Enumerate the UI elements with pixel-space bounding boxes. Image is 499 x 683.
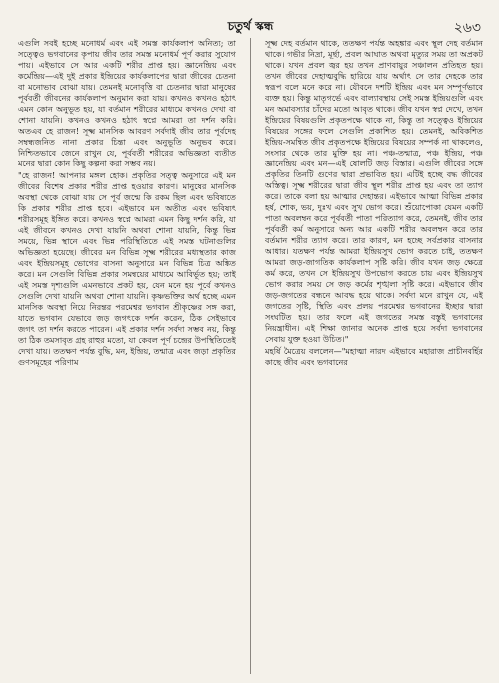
page-number: ২৬৩ xyxy=(453,20,481,36)
right-paragraph-1: সূক্ষ্ম দেহ বর্তমান থাকে, ততক্ষণ পর্যন্ত অহঙ্কার এবং স্থূল দেহ বর্তমান থাকে। গভীর নিদ্রা, মূর্ছা, প্রবল আঘাত অথবা মৃত্যুর সময় তা অপ্রকট থাকে। যখন প্রবল জ্বর হয় তখন প্রাণবায়ুর সঞ্চালন প্রতিহত হয়। তখন জীবের দেহাত্মবুদ্ধি হারিয়ে যায় অর্থাৎ সে তার দেহকে তার স্বরূপ বলে মনে করে না। যৌবনে দশটি ইন্দ্রিয় এবং মন সম্পূর্ণভাবে ব্যক্ত হয়। কিন্তু মাতৃগর্ভে এবং বাল্যাবস্থায় সেই সমস্ত ইন্দ্রিয়গুলি এবং মন অমাবস্যার চাঁদের মতো আবৃত থাকে। জীব যখন স্বপ্ন দেখে, তখন ইন্দ্রিয়ের বিষয়গুলি প্রকৃতপক্ষে থাকে না, কিন্তু তা সত্ত্বেও ইন্দ্রিয়ের বিষয়ের সঙ্গের ফলে সেগুলি প্রকাশিত হয়। তেমনই, অবিকশিত ইন্দ্রিয়-সমন্বিত জীব প্রকৃতপক্ষে ইন্দ্রিয়ের বিষয়ের সম্পর্ক না থাকলেও, সংসার থেকে তার মুক্তি হয় না। পঞ্চ-তন্মাত্র, পঞ্চ ইন্দ্রিয়, পঞ্চ জ্ঞানেন্দ্রিয় এবং মন—এই ষোলটি জড় বিস্তার। এগুলি জীবের সঙ্গে প্রকৃতির তিনটি গুণের দ্বারা প্রভাবিত হয়। এটিই হচ্ছে বদ্ধ জীবের অস্তিত্ব। সূক্ষ্ম শরীরের দ্বারা জীব স্থূল শরীর প্রাপ্ত হয় এবং তা ত্যাগ করে। তাকে বলা হয় আত্মার দেহান্তর। এইভাবে আত্মা বিভিন্ন প্রকার হর্ষ, শোক, ভয়, দুঃখ এবং সুখ ভোগ করে। শুঁয়োপোকা যেমন একটি পাতা অবলম্বন করে পূর্ববর্তী পাতা পরিত্যাগ করে, তেমনই, জীব তার পূর্ববর্তী কর্ম অনুসারে অন্য আর একটি শরীর অবলম্বন করে তার বর্তমান শরীর ত্যাগ করে। তার কারণ, মন হচ্ছে সর্বপ্রকার বাসনার আধার। যতক্ষণ পর্যন্ত আমরা ইন্দ্রিয়সুখ ভোগ করতে চাই, ততক্ষণ আমরা জড়-জাগতিক কার্যকলাপ সৃষ্টি করি। জীব যখন জড় ক্ষেত্রে কর্ম করে, তখন সে ইন্দ্রিয়সুখ উপভোগ করতে চায় এবং ইন্দ্রিয়সুখ ভোগ করার সময় সে জড় কর্মের শৃঙ্খলা সৃষ্টি করে। এইভাবে জীব জড়-জগতের বন্ধনে আবদ্ধ হয়ে থাকে। সর্বদা মনে রাখুন যে, এই জগতের সৃষ্টি, স্থিতি এবং প্রলয় পরমেশ্বর ভগবানের ইচ্ছার দ্বারা সংঘটিত হয়। তার ফলে এই জগতের সমস্ত বস্তুই ভগবানের নিয়ন্ত্রাধীন। এই শিক্ষা জানার অনেক প্রাপ্ত হয়ে সর্বদা ভগবানের সেবায় যুক্ত হওয়া উচিত।" xyxy=(265,38,483,344)
left-paragraph-1: এগুলি সবই হচ্ছে মনোধর্ম এবং এই সমস্ত কার্যকলাপ অনিত্য; তা সত্ত্বেও ভগবানের কৃপায় জীব তার সমস্ত মনোধর্ম পূর্ণ করার সুযোগ পায়। এইভাবে সে আর একটি শরীর প্রাপ্ত হয়। জ্ঞানেন্দ্রিয় এবং কর্মেন্দ্রিয়—এই দুই প্রকার ইন্দ্রিয়ের কার্যকলাপের দ্বারা জীবের চেতনা বা মনোভাব বোঝা যায়। তেমনই মনোবৃত্তি বা চেতনার দ্বারা মানুষের পূর্ববর্তী জীবনের কার্যকলাপ অনুমান করা যায়। কখনও কখনও হঠাৎ এমন কোন অনুভূত হয়, যা বর্তমান শরীরের মাধ্যমে কখনও দেখা বা শোনা যায়নি। কখনও কখনও হঠাৎ স্বপ্নে আমরা তা দর্শন করি। অতএব হে রাজন! সূক্ষ্ম মানসিক আবরণ সর্বদাই জীব তার পূর্বদেহ সম্বন্ধজনিত নানা প্রকার চিন্তা এবং অনুভূতি অনুভব করে। নিশ্চিতভাবে জেনে রাখুন যে, পূর্ববর্তী শরীরের অভিজ্ঞতা ব্যতীত মনের দ্বারা কোন কিছু কল্পনা করা সম্ভব নয়। xyxy=(18,38,236,169)
column-divider xyxy=(250,38,251,674)
chapter-title: চতুর্থ স্কন্ধ xyxy=(227,19,274,33)
text-columns xyxy=(18,38,483,674)
left-paragraph-2: "হে রাজন! আপনার মঙ্গল হোক। প্রকৃতির সত্ত্ব অনুসারে এই মন জীবের বিশেষ প্রকার শরীর প্রাপ্ত হওয়ার কারণ। মানুষের মানসিক অবস্থা থেকে বোঝা যায় সে পূর্ব জন্মে কি রকম ছিল এবং ভবিষ্যতে কি প্রকার শরীর প্রাপ্ত হবে। এইভাবে মন অতীত এবং ভবিষ্যৎ শরীরসমূহ ইঙ্গিত করে। কখনও স্বপ্নে আমরা এমন কিছু দর্শন করি, যা এই জীবনে কখনও দেখা যায়নি অথবা শোনা যায়নি, কিন্তু ভিন্ন সময়ে, ভিন্ন স্থানে এবং ভিন্ন পরিস্থিতিতে এই সমস্ত ঘটনাগুলির অভিজ্ঞতা হয়েছে। জীবের মন বিভিন্ন সূক্ষ্ম শরীরের মধ্যস্থতার কাজ এবং ইন্দ্রিয়সমূহ ভোগের বাসনা অনুসারে মন বিভিন্ন চিত্র অঙ্কিত করে। মন সেগুলি বিভিন্ন প্রকার সমন্বয়ের মাধ্যমে আবির্ভূত হয়; তাই এই সমস্ত দৃশ্যগুলি এমনভাবে প্রকট হয়, যেন মনে হয় পূর্বে কখনও সেগুলি দেখা যায়নি অথবা শোনা যায়নি। কৃষ্ণভক্তির অর্থ হচ্ছে এমন মানসিক অবস্থা নিয়ে নিরন্তর পরমেশ্বর ভগবান শ্রীকৃষ্ণের সঙ্গ করা, যাতে ভগবান যেভাবে জড় জগৎকে দর্শন করেন, ঠিক সেইভাবে জগৎ তা দর্শন করতে পারেন। এই প্রকার দর্শন সর্বদা সম্ভব নয়, কিন্তু তা ঠিক তমসাবৃত গ্রহ রাহুর মতো, যা কেবল পূর্ণ চন্দ্রের উপস্থিতিতেই দেখা যায়। ততক্ষণ পর্যন্ত বুদ্ধি, মন, ইন্দ্রিয়, তন্মাত্র এবং জড়া প্রকৃতির গুণসমূহের পরিণাম xyxy=(18,170,236,367)
right-column xyxy=(265,38,483,674)
right-paragraph-2: মহর্ষি মৈত্রেয় বললেন—"মহাত্মা নারদ এইভাবে মহারাজ প্রাচীনবর্হির কাছে জীব এবং ভগবানের xyxy=(265,345,483,367)
left-column xyxy=(18,38,236,674)
page-header xyxy=(18,12,483,38)
